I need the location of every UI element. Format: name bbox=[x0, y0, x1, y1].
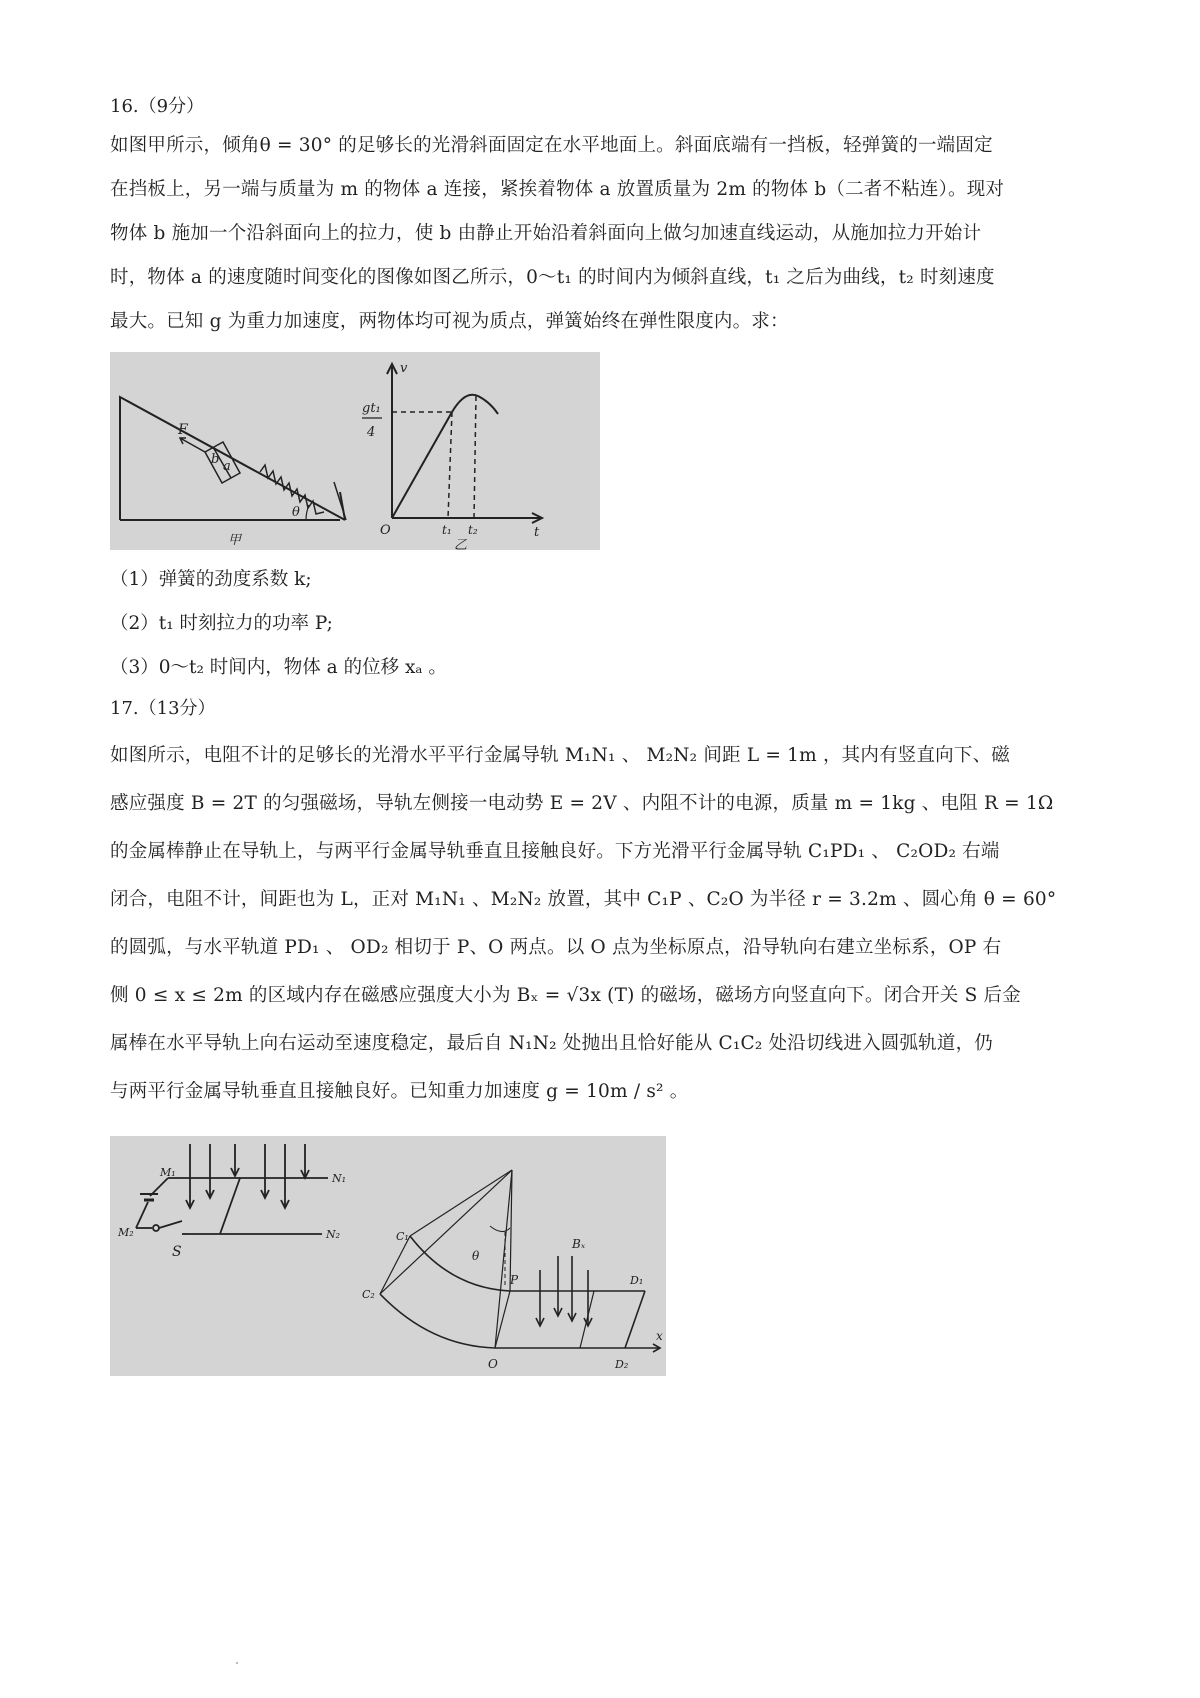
t2-label: t₂ bbox=[468, 523, 478, 537]
v-label-top: gt₁ bbox=[362, 401, 381, 416]
label-bx: Bₓ bbox=[572, 1237, 586, 1251]
force-label: F bbox=[178, 422, 188, 438]
q17-line: 与两平行金属导轨垂直且接触良好。已知重力加速度 g = 10m / s² 。 bbox=[110, 1081, 689, 1102]
label-m1: M₁ bbox=[160, 1166, 176, 1179]
label-switch: S bbox=[172, 1244, 182, 1260]
q16-line: 物体 b 施加一个沿斜面向上的拉力，使 b 由静止开始沿着斜面向上做匀加速直线运动，从施加拉力开始计 bbox=[110, 223, 982, 244]
q16-figure bbox=[110, 352, 600, 550]
angle-label: θ bbox=[292, 505, 300, 520]
q16-line: 如图甲所示，倾角θ = 30° 的足够长的光滑斜面固定在水平地面上。斜面底端有一挡板，轻弹簧的一端固定 bbox=[110, 135, 993, 156]
t1-label: t₁ bbox=[442, 523, 452, 537]
upper-rails bbox=[136, 1144, 328, 1234]
q16-sub-3: （3）0～t₂ 时间内，物体 a 的位移 xₐ 。 bbox=[110, 657, 447, 678]
q16-line: 时，物体 a 的速度随时间变化的图像如图乙所示，0～t₁ 的时间内为倾斜直线，t₁ 之后为曲线，t₂ 时刻速度 bbox=[110, 267, 995, 288]
arc-rails bbox=[380, 1170, 660, 1352]
q16-sub-2: （2）t₁ 时刻拉力的功率 P; bbox=[110, 613, 333, 634]
q17-line: 闭合，电阻不计，间距也为 L，正对 M₁N₁ 、M₂N₂ 放置，其中 C₁P 、C₂O 为半径 r = 3.2m 、圆心角 θ = 60° bbox=[110, 889, 1057, 910]
q16-header: 16.（9分） bbox=[110, 96, 205, 117]
vt-graph bbox=[362, 364, 542, 523]
label-c2: C₂ bbox=[362, 1288, 375, 1301]
q17-line: 的圆弧，与水平轨道 PD₁ 、 OD₂ 相切于 P、O 两点。以 O 点为坐标原点，沿导轨向右建立坐标系，OP 右 bbox=[110, 937, 1002, 958]
exam-page bbox=[110, 92, 1095, 1376]
block-b-label: b bbox=[211, 452, 220, 467]
label-d2: D₂ bbox=[615, 1358, 629, 1371]
v-label-bottom: 4 bbox=[367, 425, 376, 440]
origin-label: O bbox=[380, 523, 391, 538]
q17-line: 的金属棒静止在导轨上，与两平行金属导轨垂直且接触良好。下方光滑平行金属导轨 C₁PD₁ 、 C₂OD₂ 右端 bbox=[110, 841, 1000, 862]
label-d1: D₁ bbox=[630, 1274, 644, 1287]
label-n2: N₂ bbox=[326, 1228, 341, 1241]
label-c1: C₁ bbox=[396, 1230, 409, 1243]
label-n1: N₁ bbox=[332, 1172, 347, 1185]
label-theta: θ bbox=[472, 1249, 480, 1263]
q17-header: 17.（13分） bbox=[110, 698, 216, 719]
q17-line: 感应强度 B = 2T 的匀强磁场，导轨左侧接一电动势 E = 2V 、内阻不计的电源，质量 m = 1kg 、电阻 R = 1Ω bbox=[110, 793, 1054, 814]
caption-jia: 甲 bbox=[228, 533, 242, 548]
q17-body bbox=[110, 732, 1095, 1116]
caption-yi: 乙 bbox=[454, 538, 468, 550]
label-o: O bbox=[488, 1357, 498, 1371]
q16-subquestions bbox=[110, 558, 1095, 690]
q16-body bbox=[110, 124, 1095, 344]
q16-line: 在挡板上，另一端与质量为 m 的物体 a 连接，紧挨着物体 a 放置质量为 2m 的物体 b（二者不粘连）。现对 bbox=[110, 179, 1005, 200]
q17-line: 属棒在水平导轨上向右运动至速度稳定，最后自 N₁N₂ 处抛出且恰好能从 C₁C₂ 处沿切线进入圆弧轨道，仍 bbox=[110, 1033, 993, 1054]
q17-line: 侧 0 ≤ x ≤ 2m 的区域内存在磁感应强度大小为 Bₓ = √3x (T) 的磁场，磁场方向竖直向下。闭合开关 S 后金 bbox=[110, 985, 1021, 1006]
block-a-label: a bbox=[223, 459, 231, 474]
label-x-axis: x bbox=[656, 1329, 663, 1343]
label-m2: M₂ bbox=[118, 1226, 134, 1239]
q16-sub-1: （1）弹簧的劲度系数 k; bbox=[110, 569, 312, 590]
q16-line: 最大。已知 g 为重力加速度，两物体均可视为质点，弹簧始终在弹性限度内。求： bbox=[110, 311, 789, 332]
y-axis-label: v bbox=[400, 361, 408, 376]
q17-line: 如图所示，电阻不计的足够长的光滑水平平行金属导轨 M₁N₁ 、 M₂N₂ 间距 L = 1m ，其内有竖直向下、磁 bbox=[110, 745, 1010, 766]
incline-diagram bbox=[120, 397, 346, 520]
page-mark bbox=[236, 1662, 238, 1664]
x-axis-label: t bbox=[534, 525, 540, 540]
q17-figure bbox=[110, 1136, 666, 1376]
label-p: P bbox=[510, 1273, 519, 1287]
